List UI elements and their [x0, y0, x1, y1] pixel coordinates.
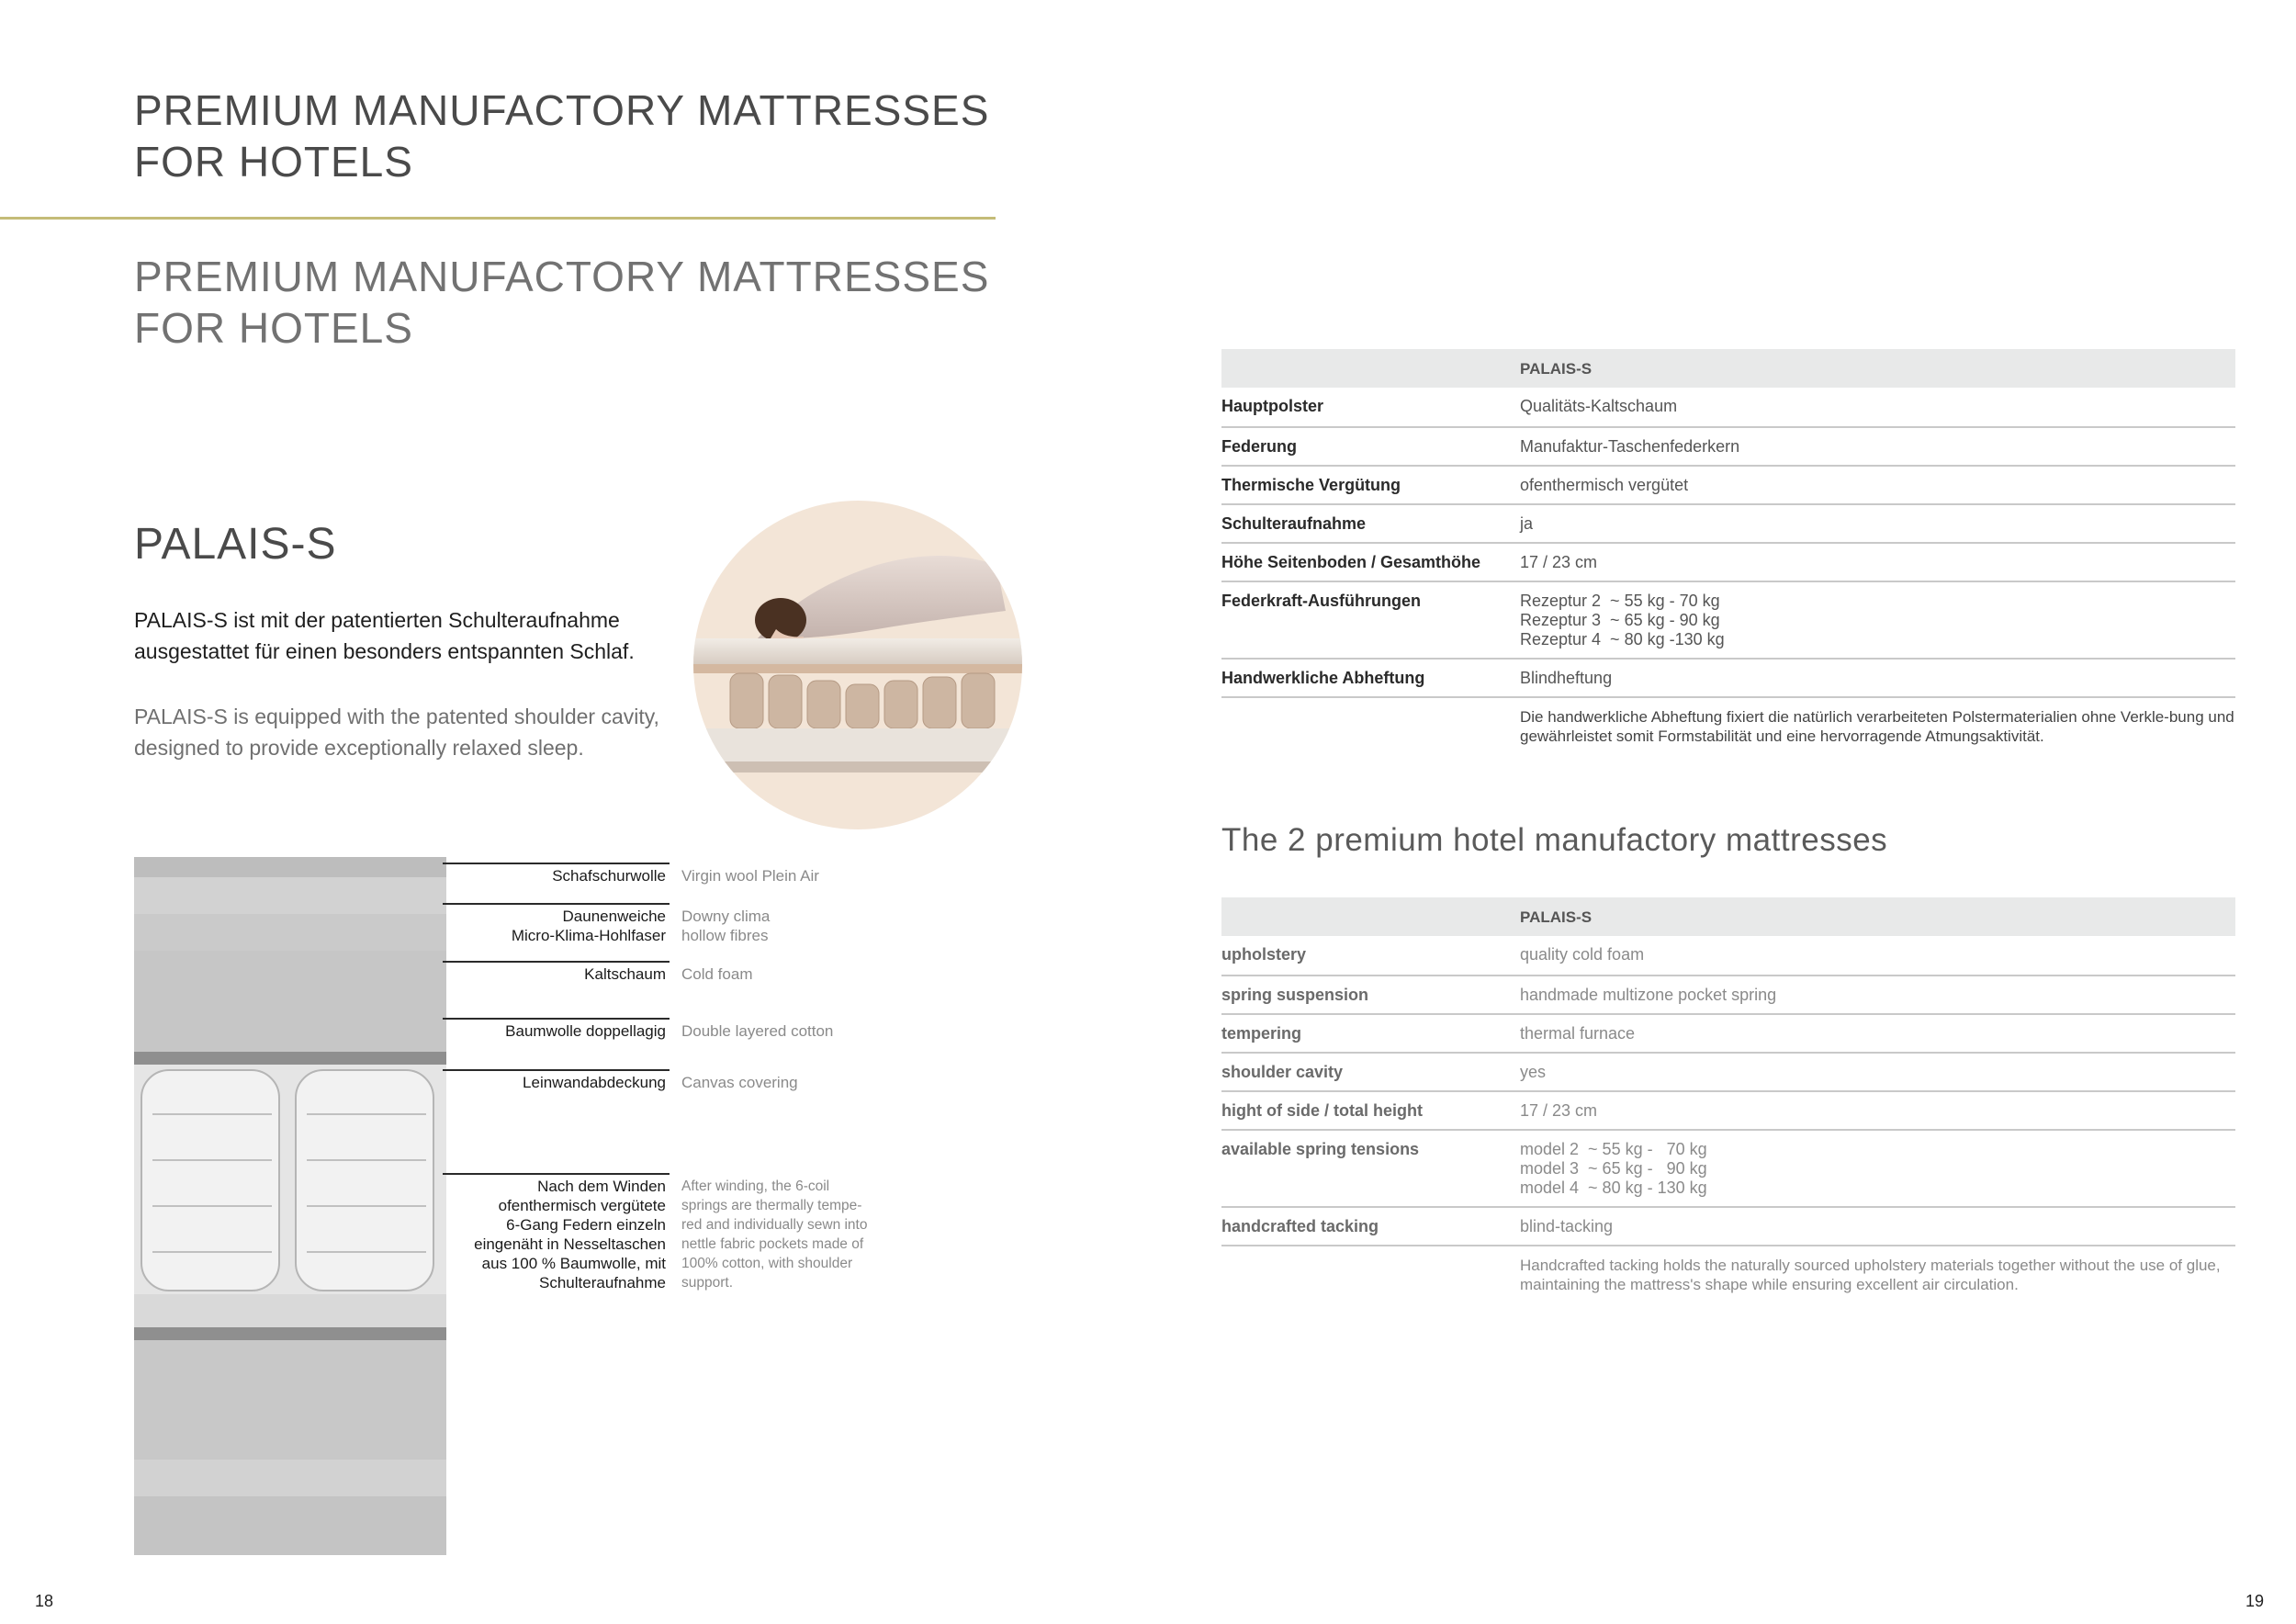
spec-key: tempering: [1221, 1024, 1302, 1043]
table-row: [1221, 505, 2235, 544]
spec-value: Rezeptur 2 ~ 55 kg - 70 kg Rezeptur 3 ~ 65 kg - 90 kg Rezeptur 4 ~ 80 kg -130 kg: [1520, 592, 1725, 648]
spec-value: blind-tacking: [1520, 1217, 1614, 1235]
spec-table-header: [1221, 897, 2235, 936]
layer-label-de: Schafschurwolle: [552, 867, 666, 885]
layer-label-en: Double layered cotton: [681, 1022, 834, 1040]
intro-german: PALAIS-S ist mit der patentierten Schulteraufnahme ausgestattet für einen besonders entspannten Schlaf.: [134, 608, 635, 663]
spec-table-de: [1221, 349, 2235, 753]
table-row: [1221, 936, 2235, 976]
table-row: [1221, 388, 2235, 428]
spec-value: handmade multizone pocket spring: [1520, 986, 1777, 1004]
layer-label-de: Daunenweiche Micro-Klima-Hohlfaser: [511, 908, 666, 944]
spec-key: Thermische Vergütung: [1221, 476, 1401, 494]
intro-english: PALAIS-S is equipped with the patented shoulder cavity, designed to provide exceptionally relaxed sleep.: [134, 705, 659, 760]
spec-value: 17 / 23 cm: [1520, 553, 1598, 571]
spec-table-header: [1221, 349, 2235, 388]
tacking-note: Die handwerkliche Abheftung fixiert die natürlich verarbeiteten Polstermaterialien ohne Verkle-bung und gewährleistet somit Formstabilität und eine hervorragende Atmungsaktivität.: [1520, 708, 2234, 745]
page-number-left: 18: [35, 1592, 54, 1610]
title-divider: [0, 217, 996, 220]
table-row: [1221, 1054, 2235, 1092]
spec-key: Federung: [1221, 437, 1298, 456]
tacking-note: Handcrafted tacking holds the naturally sourced upholstery materials together without the use of glue, maintaining the mattress's shape while ensuring excellent air circulation.: [1520, 1257, 2221, 1293]
spec-value: Manufaktur-Taschenfederkern: [1520, 437, 1740, 456]
spec-value: Blindheftung: [1520, 669, 1613, 687]
table-row: [1221, 428, 2235, 467]
layer-label-en: Cold foam: [681, 965, 753, 983]
callout-line: [443, 1018, 670, 1020]
spec-key: Höhe Seitenboden / Gesamthöhe: [1221, 553, 1481, 571]
spec-key: upholstery: [1221, 945, 1307, 964]
layer-label-en: Canvas covering: [681, 1074, 798, 1091]
product-column-label: PALAIS-S: [1520, 360, 1593, 378]
spec-key: Schulteraufnahme: [1221, 514, 1367, 533]
layer-label-de: Baumwolle doppellagig: [505, 1022, 666, 1040]
callout-line: [443, 961, 670, 963]
product-title: PALAIS-S: [134, 520, 337, 569]
spec-value: ja: [1520, 514, 1534, 533]
spec-key: Hauptpolster: [1221, 397, 1324, 415]
table-row: [1221, 1131, 2235, 1208]
spec-key: shoulder cavity: [1221, 1063, 1344, 1081]
spec-key: handcrafted tacking: [1221, 1217, 1379, 1235]
product-photo: [693, 501, 1022, 829]
layer-label-en: Virgin wool Plein Air: [681, 867, 819, 885]
spec-key: spring suspension: [1221, 986, 1369, 1004]
spec-value: quality cold foam: [1520, 945, 1645, 964]
table-row: [1221, 582, 2235, 660]
product-column-label: PALAIS-S: [1520, 908, 1593, 926]
spec-key: available spring tensions: [1221, 1140, 1420, 1158]
layer-label-de: Nach dem Winden ofenthermisch vergütete 6-Gang Federn einzeln eingenäht in Nesseltaschen aus 100 % Baumwolle, mit Schulteraufnahme: [474, 1178, 666, 1291]
callout-line: [443, 863, 670, 864]
spec-value: ofenthermisch vergütet: [1520, 476, 1689, 494]
spec-key: Federkraft-Ausführungen: [1221, 592, 1422, 610]
table-row: [1221, 1208, 2235, 1246]
layer-cross-section: [134, 857, 446, 1555]
callout-line: [443, 903, 670, 905]
callout-line: [443, 1173, 670, 1175]
layer-label-en: After winding, the 6-coil springs are thermally tempe- red and individually sewn into nettle fabric pockets made of 100% cotton, with shoulder support.: [681, 1179, 868, 1291]
page-number-right: 19: [2245, 1592, 2265, 1610]
layer-label-de: Leinwandabdeckung: [523, 1074, 666, 1091]
table-row: [1221, 467, 2235, 505]
table-row: [1221, 976, 2235, 1015]
table-row: [1221, 1015, 2235, 1054]
spec-key: Handwerkliche Abheftung: [1221, 669, 1425, 687]
spec-value: model 2 ~ 55 kg - 70 kg model 3 ~ 65 kg - 90 kg model 4 ~ 80 kg - 130 kg: [1520, 1140, 1707, 1197]
callout-line: [443, 1069, 670, 1071]
spec-table-en: [1221, 897, 2235, 1302]
table-row: [1221, 660, 2235, 698]
section-title: The 2 premium hotel manufactory mattresses: [1221, 822, 1888, 858]
spec-value: yes: [1520, 1063, 1547, 1081]
table-row: [1221, 544, 2235, 582]
layer-label-de: Kaltschaum: [584, 965, 666, 983]
spec-value: thermal furnace: [1520, 1024, 1636, 1043]
layer-label-en: Downy clima hollow fibres: [681, 908, 771, 944]
spec-value: Qualitäts-Kaltschaum: [1520, 397, 1678, 415]
page-title: PREMIUM MANUFACTORY MATTRESSES FOR HOTELS: [134, 86, 990, 186]
spec-key: hight of side / total height: [1221, 1101, 1423, 1120]
page-subtitle: PREMIUM MANUFACTORY MATTRESSES FOR HOTELS: [134, 253, 990, 352]
spec-value: 17 / 23 cm: [1520, 1101, 1598, 1120]
table-row: [1221, 1092, 2235, 1131]
